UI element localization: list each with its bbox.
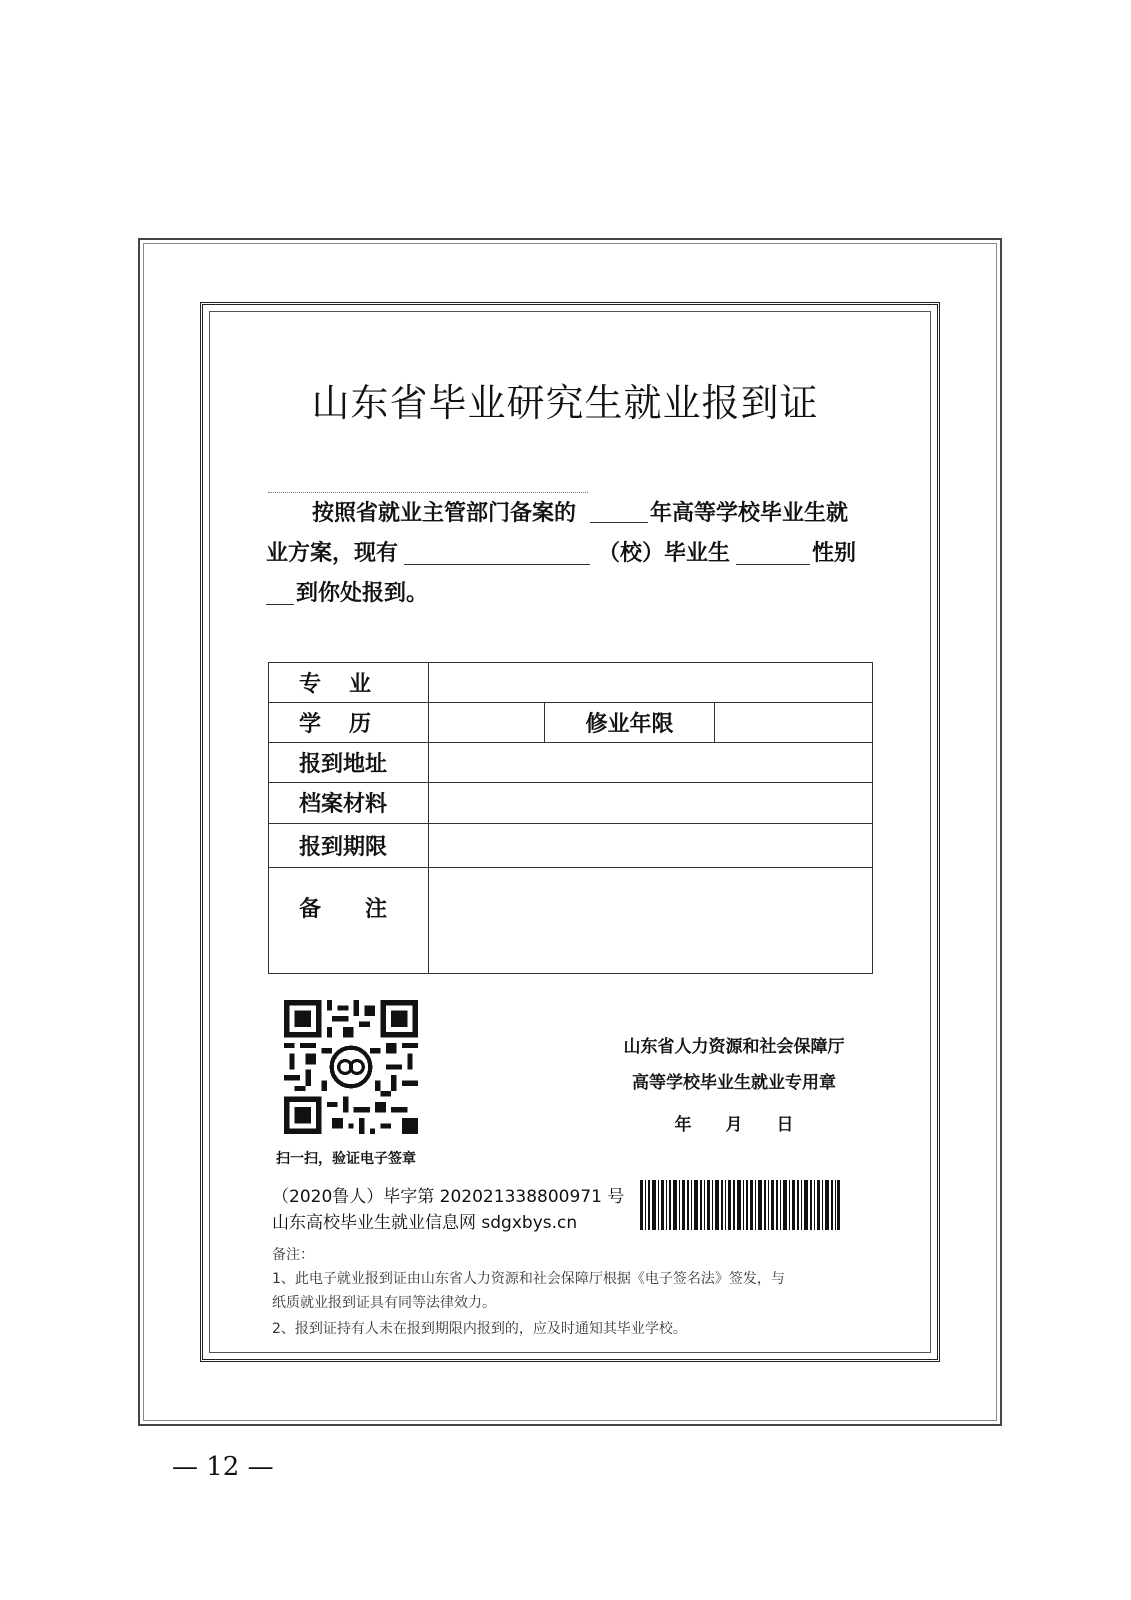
value-remarks — [429, 867, 873, 973]
value-education — [429, 703, 545, 743]
divider-line — [268, 492, 588, 493]
intro-line2-a: 业方案，现有 — [266, 541, 399, 566]
notes-item-2: 2、报到证持有人未在报到期限内报到的，应及时通知其毕业学校。 — [272, 1321, 687, 1337]
label-report-deadline: 报到期限 — [269, 823, 429, 867]
intro-line2-c: 性别 — [812, 541, 857, 566]
table-row — [269, 663, 873, 703]
table-row — [269, 703, 873, 743]
certificate-title: 山东省毕业研究生就业报到证 — [311, 381, 819, 425]
qr-caption: 扫一扫，验证电子签章 — [276, 1151, 416, 1167]
year-blank — [590, 522, 648, 523]
website-info: 山东高校毕业生就业信息网 sdgxbys.cn — [272, 1213, 578, 1233]
qr-code-icon — [284, 1000, 418, 1134]
name-blank — [736, 564, 810, 565]
value-report-deadline — [429, 823, 873, 867]
value-archive-materials — [429, 783, 873, 823]
table-row — [269, 823, 873, 867]
page-number: — 12 — — [172, 1452, 274, 1482]
value-study-years — [715, 703, 873, 743]
issuer-seal-name: 高等学校毕业生就业专用章 — [632, 1073, 836, 1093]
value-major — [429, 663, 873, 703]
notes-heading: 备注： — [272, 1247, 314, 1263]
notes-item-1-cont: 纸质就业报到证具有同等法律效力。 — [272, 1295, 496, 1311]
label-remarks: 备注 — [269, 867, 429, 973]
intro-line1-a: 按照省就业主管部门备案的 — [312, 501, 577, 526]
notes-item-1: 1、此电子就业报到证由山东省人力资源和社会保障厅根据《电子签名法》签发，与 — [272, 1271, 785, 1287]
table-row — [269, 867, 873, 973]
intro-line3: 到你处报到。 — [296, 581, 429, 606]
label-major: 专业 — [269, 663, 429, 703]
table-row — [269, 743, 873, 783]
issue-date: 年 月 日 — [674, 1115, 794, 1135]
barcode-icon — [640, 1180, 840, 1230]
issuer-name: 山东省人力资源和社会保障厅 — [623, 1037, 845, 1057]
intro-line2-b: （校）毕业生 — [598, 541, 731, 566]
value-report-address — [429, 743, 873, 783]
label-report-address: 报到地址 — [269, 743, 429, 783]
table-row — [269, 783, 873, 823]
label-archive-materials: 档案材料 — [269, 783, 429, 823]
certificate-number: （2020鲁人）毕字第 202021338800971 号 — [272, 1187, 625, 1207]
info-table — [268, 662, 873, 974]
label-education: 学历 — [269, 703, 429, 743]
school-blank — [404, 564, 590, 565]
gender-blank — [266, 604, 294, 605]
intro-line1-b: 年高等学校毕业生就 — [650, 501, 849, 526]
label-study-years: 修业年限 — [545, 703, 715, 743]
